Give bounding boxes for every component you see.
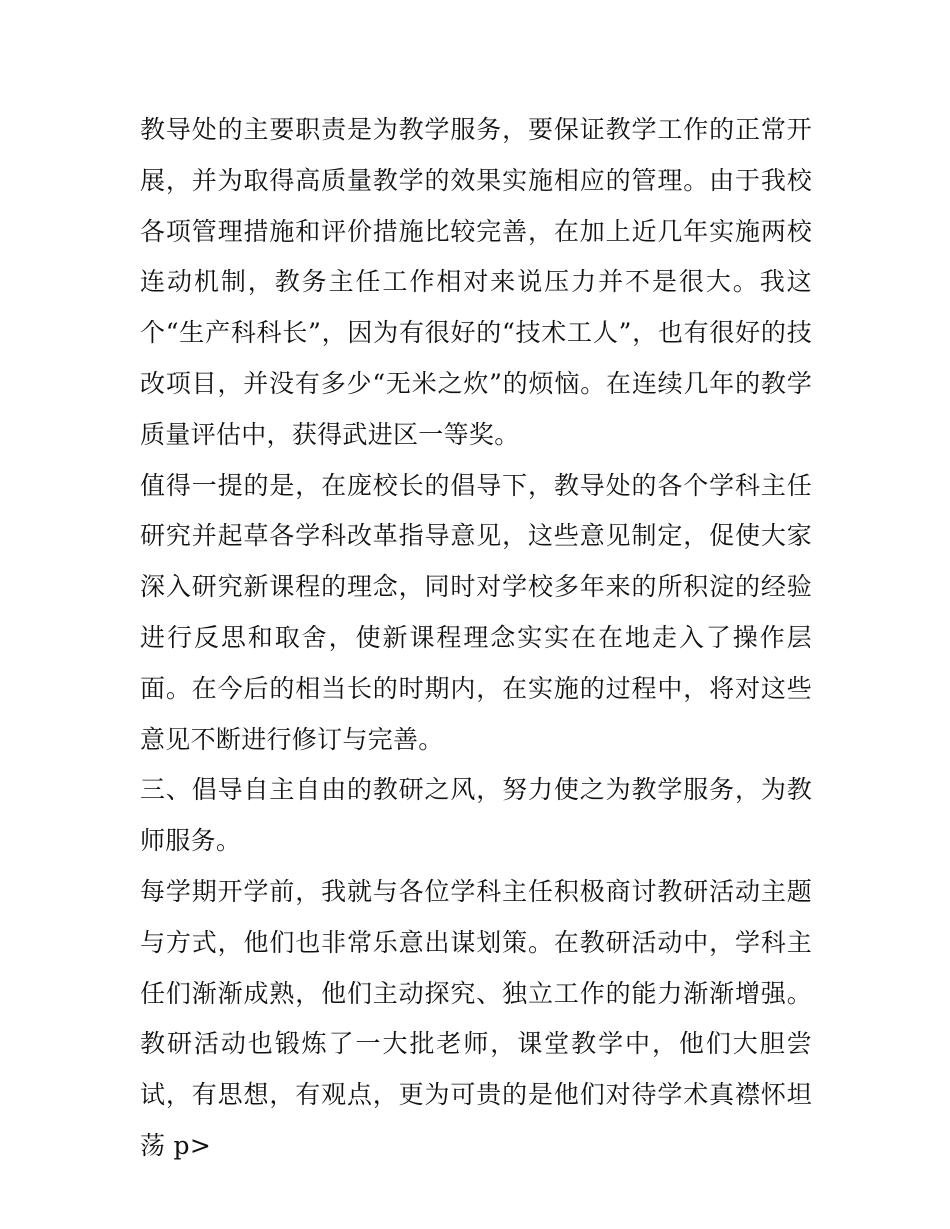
document-body — [140, 105, 812, 1172]
paragraph-1: 教导处的主要职责是为教学服务，要保证教学工作的正常开展，并为取得高质量教学的效果实施相应的管理。由于我校各项管理措施和评价措施比较完善，在加上近几年实施两校连动机制，教务主任工作相对来说压力并不是很大。我这个“生产科科长”，因为有很好的“技术工人”，也有很好的技改项目，并没有多少“无米之炊”的烦恼。在连续几年的教学质量评估中，获得武进区一等奖。 — [140, 115, 812, 449]
paragraph-2: 值得一提的是，在庞校长的倡导下，教导处的各个学科主任研究并起草各学科改革指导意见，这些意见制定，促使大家深入研究新课程的理念，同时对学校多年来的所积淀的经验进行反思和取舍，使新课程理念实实在在地走入了操作层面。在今后的相当长的时期内，在实施的过程中，将对这些意见不断进行修订与完善。 — [140, 470, 812, 754]
paragraph-3: 每学期开学前，我就与各位学科主任积极商讨教研活动主题与方式，他们也非常乐意出谋划策。在教研活动中，学科主任们渐渐成熟，他们主动探究、独立工作的能力渐渐增强。教研活动也锻炼了一大批老师，课堂教学中，他们大胆尝试，有思想，有观点，更为可贵的是他们对待学术真襟怀坦荡 p> — [140, 876, 812, 1160]
section-heading: 三、倡导自主自由的教研之风，努力使之为教学服务，为教师服务。 — [140, 775, 812, 856]
